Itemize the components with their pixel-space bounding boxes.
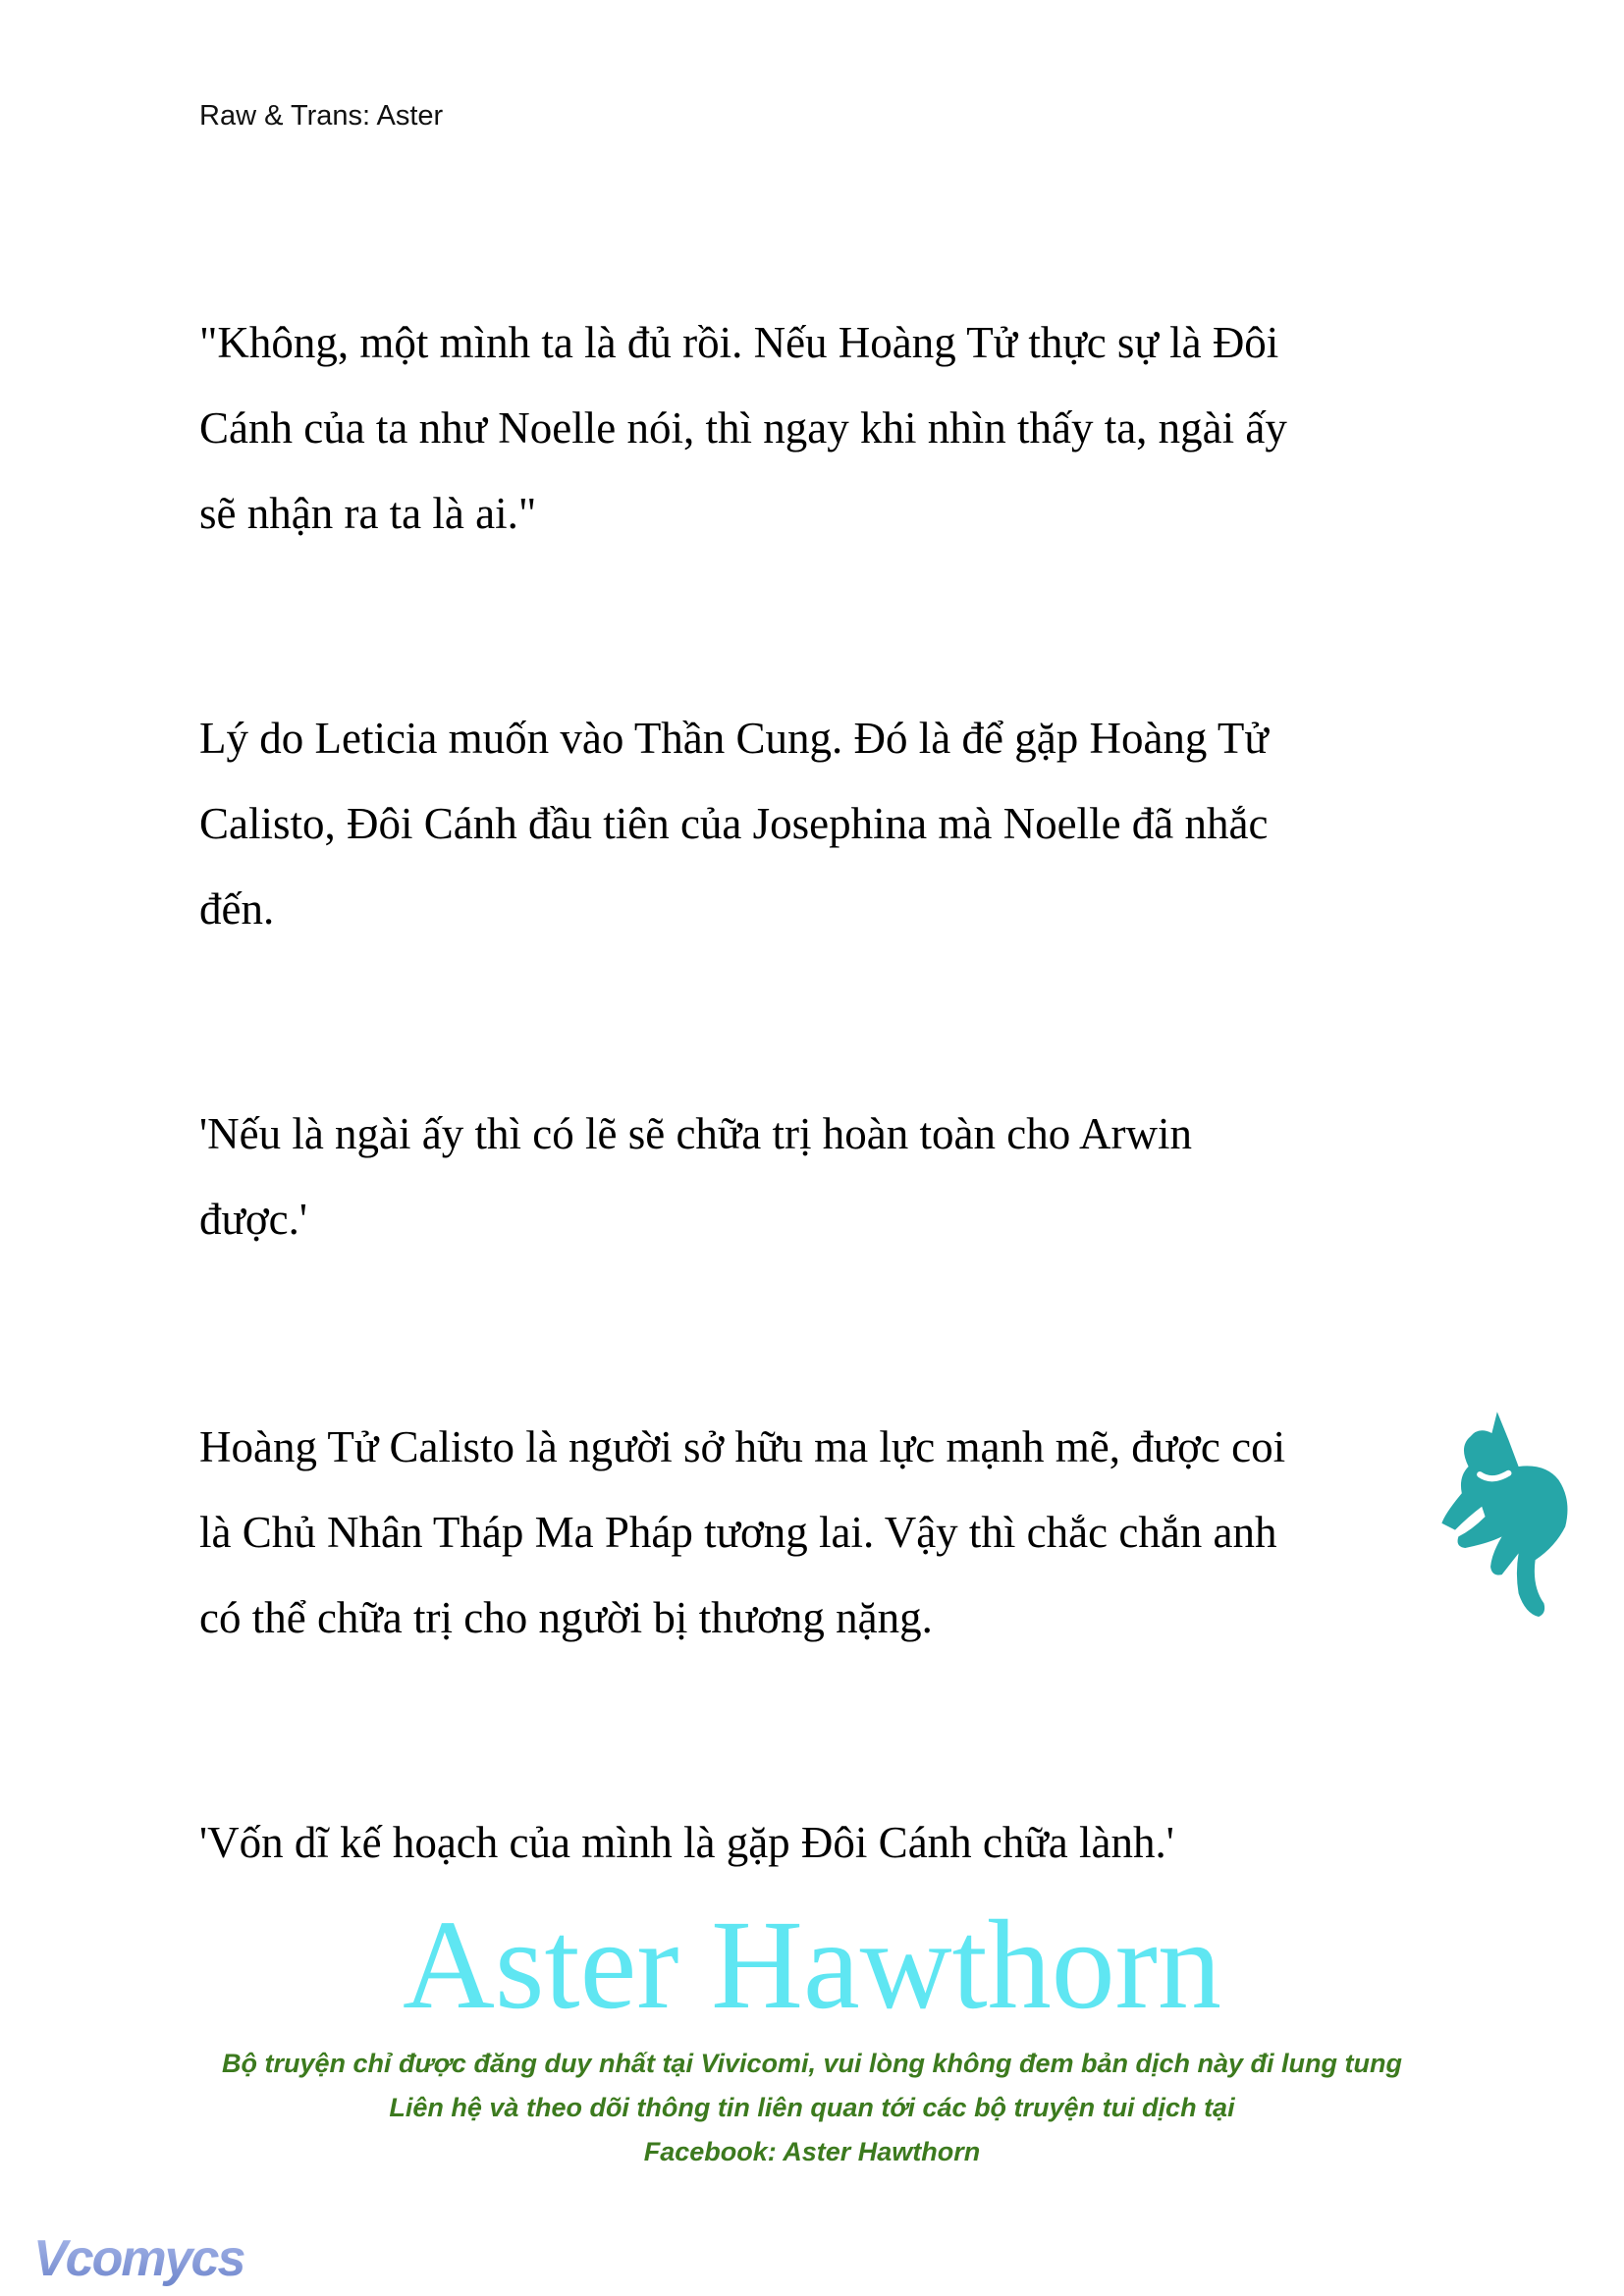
footer-line: Liên hệ và theo dõi thông tin liên quan tới các bộ truyện tui dịch tại <box>389 2093 1235 2122</box>
text-line: Hoàng Tử Calisto là người sở hữu ma lực mạnh mẽ, được coi <box>199 1422 1286 1471</box>
footer-line: Facebook: Aster Hawthorn <box>643 2137 981 2166</box>
footer-line: Bộ truyện chỉ được đăng duy nhất tại Vivicomi, vui lòng không đem bản dịch này đi lung tung <box>222 2049 1402 2078</box>
watermark-text: Aster Hawthorn <box>403 1895 1221 2036</box>
paragraph-5 <box>199 1800 1174 1886</box>
text-line: 'Nếu là ngài ấy thì có lẽ sẽ chữa trị hoàn toàn cho Arwin <box>199 1109 1192 1158</box>
logo-text: Vcomycs <box>33 2230 244 2287</box>
paragraph-2 <box>199 696 1269 952</box>
footer-notice <box>0 2042 1624 2174</box>
text-line: là Chủ Nhân Tháp Ma Pháp tương lai. Vậy thì chắc chắn anh <box>199 1508 1277 1557</box>
translator-credit: Raw & Trans: Aster <box>199 100 444 132</box>
paragraph-1 <box>199 300 1287 557</box>
text-line: Lý do Leticia muốn vào Thần Cung. Đó là để gặp Hoàng Tử <box>199 714 1269 763</box>
paragraph-4 <box>199 1405 1285 1661</box>
text-line: được.' <box>199 1195 308 1244</box>
text-line: Cánh của ta như Noelle nói, thì ngay khi nhìn thấy ta, ngài ấy <box>199 403 1287 453</box>
text-line: sẽ nhận ra ta là ai." <box>199 489 537 538</box>
paragraph-3 <box>199 1092 1192 1262</box>
cat-icon <box>1438 1394 1605 1639</box>
text-line: Calisto, Đôi Cánh đầu tiên của Josephina mà Noelle đã nhắc <box>199 799 1269 848</box>
text-line: đến. <box>199 884 275 934</box>
text-line: "Không, một mình ta là đủ rồi. Nếu Hoàng Tử thực sự là Đôi <box>199 318 1279 367</box>
text-line: có thể chữa trị cho người bị thương nặng. <box>199 1593 933 1642</box>
vcomycs-logo <box>29 2230 255 2295</box>
text-line: 'Vốn dĩ kế hoạch của mình là gặp Đôi Cánh chữa lành.' <box>199 1818 1174 1867</box>
